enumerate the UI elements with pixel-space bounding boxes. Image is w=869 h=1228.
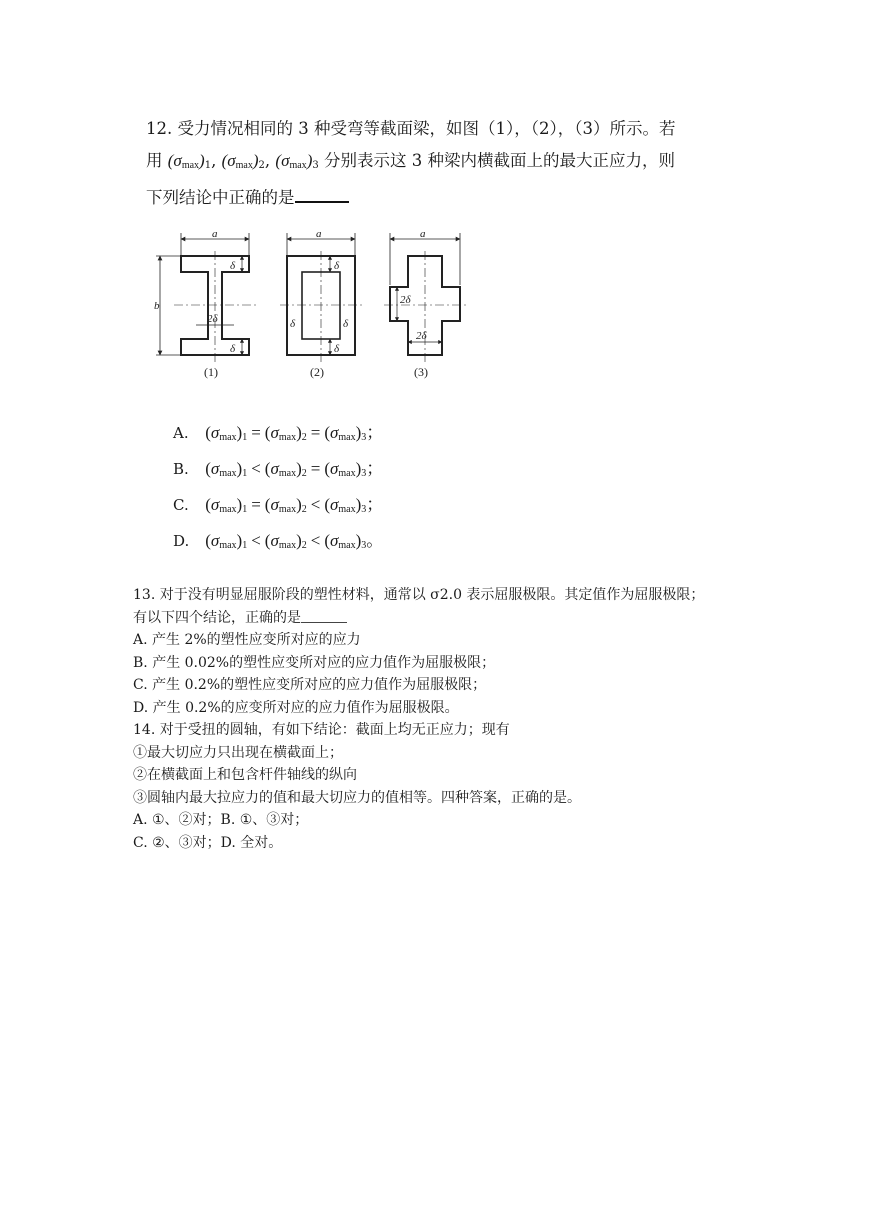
q14-item-1: ①最大切应力只出现在横截面上； [133,744,343,761]
q14-item-3: ③圆轴内最大拉应力的值和最大切应力的值相等。四种答案，正确的是。 [133,789,581,806]
section-2-box [280,228,362,379]
questions-13-14 [133,584,853,854]
label-b: b [154,300,160,312]
svg-text:δ: δ [334,343,340,355]
q13-option-a[interactable]: A. 产生 2%的塑性应变所对应的应力 [133,632,361,648]
q13-option-c[interactable]: C. 产生 0.2%的塑性应变所对应的应力值作为屈服极限； [133,677,487,693]
label-a-2: a [316,228,322,240]
q13-line-1: 13. 对于没有明显屈服阶段的塑性材料，通常以 σ2.0 表示屈服极限。其定值作为屈服极限； [133,587,705,603]
section-1-i-beam [154,228,256,379]
sigma-term-2: $(\sigma_{max})$ [221,151,259,171]
q12-line-2: 用 $(\sigma_{max})_1$, $(\sigma_{max})_2$, $(\sigma_{max})_3$ 分别表示这 3 种梁内横截面上的最大正应力，则 [146,151,675,171]
svg-text:2δ: 2δ [400,294,411,306]
q13-option-b[interactable]: B. 产生 0.02%的塑性应变所对应的应力值作为屈服极限； [133,654,496,671]
question-12 [146,113,726,214]
q13-option-d[interactable]: D. 产生 0.2%的应变所对应的应力值作为屈服极限。 [133,699,459,716]
q14-line-1: 14. 对于受扭的圆轴，有如下结论：截面上均无正应力；现有 [133,722,510,738]
q14-item-2: ②在横截面上和包含杆件轴线的纵向 [133,767,357,783]
q12-option-d[interactable]: D. $(\sigma_{max})_1 < (\sigma_{max})_2 < (\sigma_{max})_3$。 [173,531,384,551]
q12-line-3: 下列结论中正确的是 [146,182,726,214]
svg-text:δ: δ [290,318,296,330]
section-3-cross [384,228,466,379]
svg-text:δ: δ [230,343,236,355]
caption-1: (1) [204,365,218,379]
q14-answers-cd[interactable]: C. ②、③对；D. 全对。 [133,834,283,851]
q12-option-b[interactable]: B. $(\sigma_{max})_1 < (\sigma_{max})_2 = (\sigma_{max})_3$； [173,459,384,479]
label-a-3: a [420,228,426,240]
q13-answer-blank [301,610,347,623]
label-a-1: a [212,228,218,240]
q12-line-1: 12. 受力情况相同的 3 种受弯等截面梁，如图（1），（2），（3）所示。若 [146,119,676,138]
cross-section-figure [150,225,480,385]
q14-answers-ab[interactable]: A. ①、②对；B. ①、③对； [133,812,309,828]
q13-line-2: 有以下四个结论，正确的是 [133,607,853,630]
q12-options [173,415,383,559]
caption-2: (2) [310,365,324,379]
svg-text:2δ: 2δ [416,330,427,342]
svg-text:δ: δ [230,260,236,272]
svg-text:δ: δ [343,318,349,330]
sigma-term-3: $(\sigma_{max})$ [275,151,313,171]
svg-text:2δ: 2δ [207,313,218,325]
q12-option-c[interactable]: C. $(\sigma_{max})_1 = (\sigma_{max})_2 < (\sigma_{max})_3$； [173,495,384,515]
answer-blank [295,187,349,203]
svg-text:δ: δ [334,260,340,272]
caption-3: (3) [414,365,428,379]
sigma-term-1: $(\sigma_{max})$ [167,151,205,171]
q12-option-a[interactable]: A. $(\sigma_{max})_1 = (\sigma_{max})_2 = (\sigma_{max})_3$； [173,423,384,443]
